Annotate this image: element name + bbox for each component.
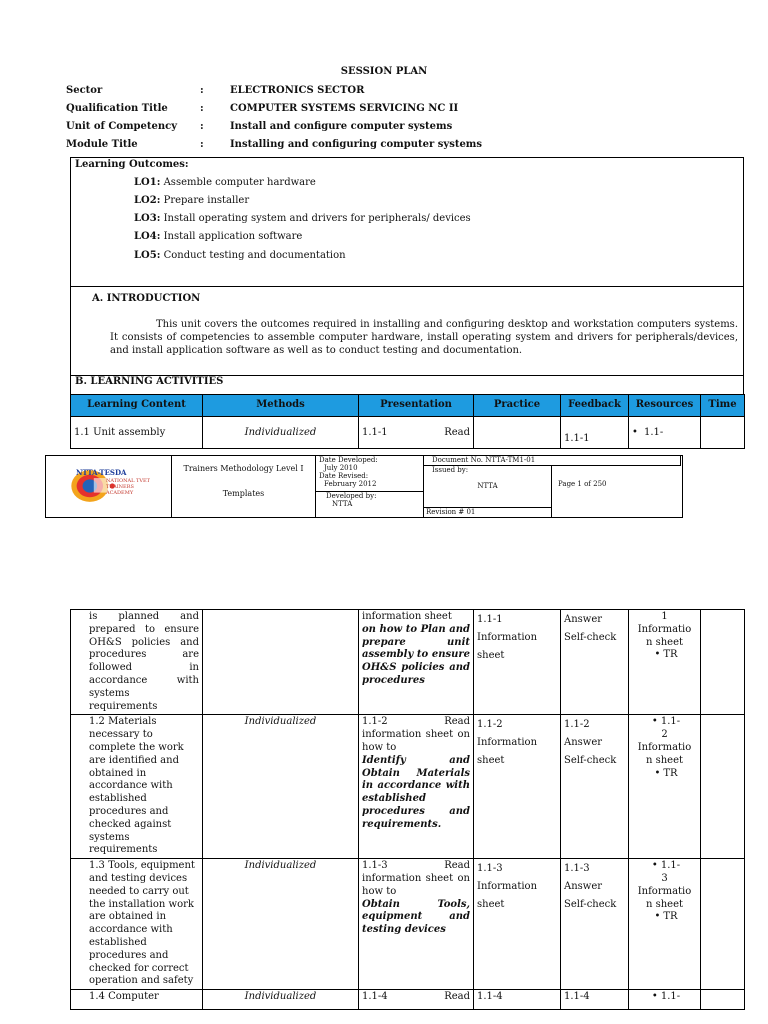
activities-table	[70, 394, 745, 449]
outcome-item: LO5: Conduct testing and documentation	[134, 250, 346, 261]
table-row: 1.4 Computer Individualized 1.1-4 Read 1.1-4 1.1-4 • 1.1-	[71, 990, 745, 1010]
col-header: Presentation	[359, 395, 474, 417]
col-header: Methods	[203, 395, 359, 417]
activities-heading: B. LEARNING ACTIVITIES	[75, 376, 224, 387]
introduction-heading: A. INTRODUCTION	[92, 293, 201, 304]
introduction-text: This unit covers the outcomes required in installing and configuring desktop and workstation computers systems. It consists of competencies to assemble computer hardware, install operating system and drivers for peripherals/devices, and install application software as well as to conduct testing and documentation.	[110, 319, 738, 356]
table-row: is planned and prepared to ensure OH&S policies and procedures are followed in accordance with systems requirements information sheet on how to Plan and prepare unit assembly to ensure OH&S policies and procedures 1.1-1 Information sheet Answer Self-check 1 Informatio n sheet • TR	[71, 610, 745, 715]
outcome-item: LO4: Install application software	[134, 231, 303, 242]
col-header: Resources	[629, 395, 701, 417]
col-header: Learning Content	[71, 395, 203, 417]
col-header: Practice	[474, 395, 561, 417]
table-row: 1.3 Tools, equipment and testing devices needed to carry out the installation work are obtained in accordance with established procedures and checked for correct operation and safety Individualized 1.1-3 Read information sheet on how to Obtain Tools, equipment and testing devices 1.1-3 Information sheet 1.1-3 Answer Self-check • 1.1- 3 Informatio n sheet • TR	[71, 859, 745, 990]
col-header: Feedback	[561, 395, 629, 417]
page-title: SESSION PLAN	[340, 66, 428, 77]
activities-table-continued	[70, 609, 745, 1010]
page-footer: NTTA-TESDA NATIONAL TVET TRAINERS ACADEMY Trainers Methodology Level I Templates Date Developed: July 2010 Date Revised: February 2012 Developed by: NTTA Document No. NTTA-TM1-01 Issued by: NTTA Revision # 01 Page 1 of 250	[45, 455, 683, 518]
outcome-item: LO2: Prepare installer	[134, 195, 250, 206]
table-header-row	[71, 395, 745, 417]
outcomes-title: Learning Outcomes:	[75, 159, 189, 170]
col-header: Time	[701, 395, 745, 417]
outcome-item: LO3: Install operating system and drivers for peripherals/ devices	[134, 213, 471, 224]
table-row: 1.1 Unit assembly Individualized 1.1-1 Read 1.1-1 • 1.1-	[71, 417, 745, 449]
table-row: 1.2 Materials necessary to complete the work are identified and obtained in accordance with established procedures and checked against systems requirements Individualized 1.1-2 Read information sheet on how to Identify and Obtain Materials in accordance with established procedures and requirements. 1.1-2 Information sheet 1.1-2 Answer Self-check • 1.1- 2 Informatio n sheet • TR	[71, 715, 745, 859]
outcome-item: LO1: Assemble computer hardware	[134, 177, 316, 188]
